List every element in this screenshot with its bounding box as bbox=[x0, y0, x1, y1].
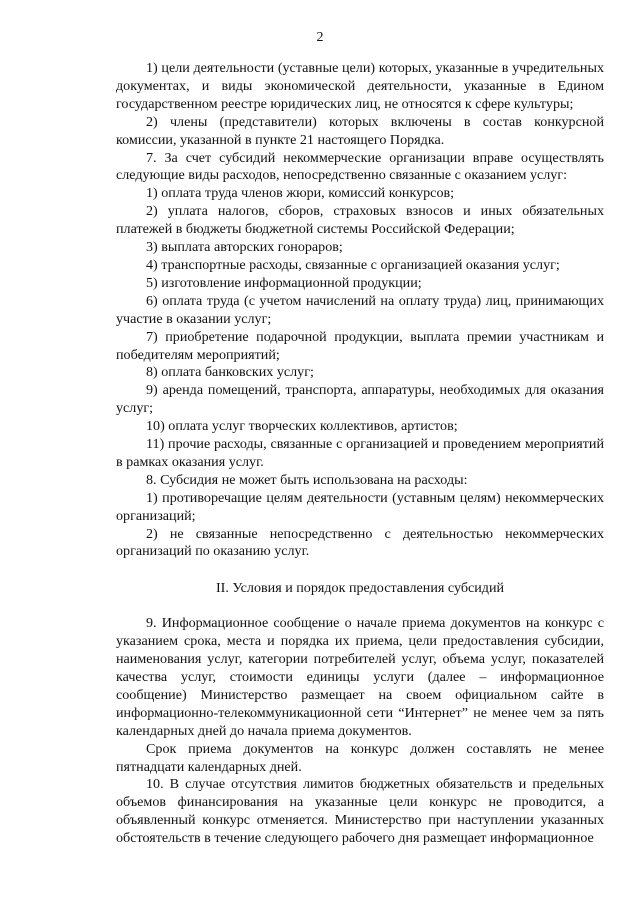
paragraph: 9. Информационное сообщение о начале приема документов на конкурс с указанием срока, места и порядка их приема, цели предоставления субсидии, наименования услуг, категории потребителей услуг, объема услуг, показателей качества услуг, стоимости единицы услуги (далее – информационное сообщение) Министерство размещает на своем официальном сайте в информационно-телекоммуникационной сети “Интернет” не менее чем за пять календарных дней до начала приема документов. bbox=[116, 615, 604, 739]
paragraph: 5) изготовление информационной продукции; bbox=[146, 274, 422, 291]
paragraph: 8) оплата банковских услуг; bbox=[146, 364, 314, 381]
page-number: 2 bbox=[316, 30, 324, 45]
paragraph: Срок приема документов на конкурс должен составлять не менее пятнадцати календарных дней. bbox=[116, 740, 604, 775]
paragraph: 1) оплата труда членов жюри, комиссий конкурсов; bbox=[146, 185, 455, 202]
paragraph: 2) не связанные непосредственно с деятельностью некоммерческих организаций по оказанию услуг. bbox=[116, 525, 604, 560]
paragraph: 7. За счет субсидий некоммерческие организации вправе осуществлять следующие виды расходов, непосредственно связанные с оказанием услуг: bbox=[116, 149, 604, 184]
paragraph: 10. В случае отсутствия лимитов бюджетных обязательств и предельных объемов финансирования на указанные цели конкурс не проводится, а объявленный конкурс отменяется. Министерство при наступлении указанных обстоятельств в течение следующего рабочего дня размещает информационное bbox=[116, 776, 604, 847]
paragraph: 2) члены (представители) которых включены в состав конкурсной комиссии, указанной в пункте 21 настоящего Порядка. bbox=[116, 113, 604, 148]
paragraph: 1) противоречащие целям деятельности (уставным целям) некоммерческих организаций; bbox=[116, 489, 604, 524]
paragraph: 3) выплата авторских гонораров; bbox=[146, 239, 343, 256]
document-body bbox=[116, 60, 604, 848]
paragraph: 2) уплата налогов, сборов, страховых взносов и иных обязательных платежей в бюджеты бюджетной системы Российской Федерации; bbox=[116, 203, 604, 238]
section-heading: II. Условия и порядок предоставления субсидий bbox=[215, 580, 505, 597]
paragraph: 9) аренда помещений, транспорта, аппаратуры, необходимых для оказания услуг; bbox=[116, 382, 604, 417]
paragraph: 10) оплата услуг творческих коллективов, артистов; bbox=[146, 418, 458, 435]
paragraph: 1) цели деятельности (уставные цели) которых, указанные в учредительных документах, и виды экономической деятельности, указанные в Едином государственном реестре юридических лиц, не относятся к сфере культуры; bbox=[116, 60, 604, 112]
paragraph: 7) приобретение подарочной продукции, выплата премии участникам и победителям мероприятий; bbox=[116, 328, 604, 363]
paragraph: 8. Субсидия не может быть использована на расходы: bbox=[146, 471, 468, 488]
paragraph: 11) прочие расходы, связанные с организацией и проведением мероприятий в рамках оказания услуг. bbox=[116, 436, 604, 470]
paragraph: 4) транспортные расходы, связанные с организацией оказания услуг; bbox=[146, 256, 560, 273]
paragraph: 6) оплата труда (с учетом начислений на оплату труда) лиц, принимающих участие в оказании услуг; bbox=[116, 292, 604, 327]
